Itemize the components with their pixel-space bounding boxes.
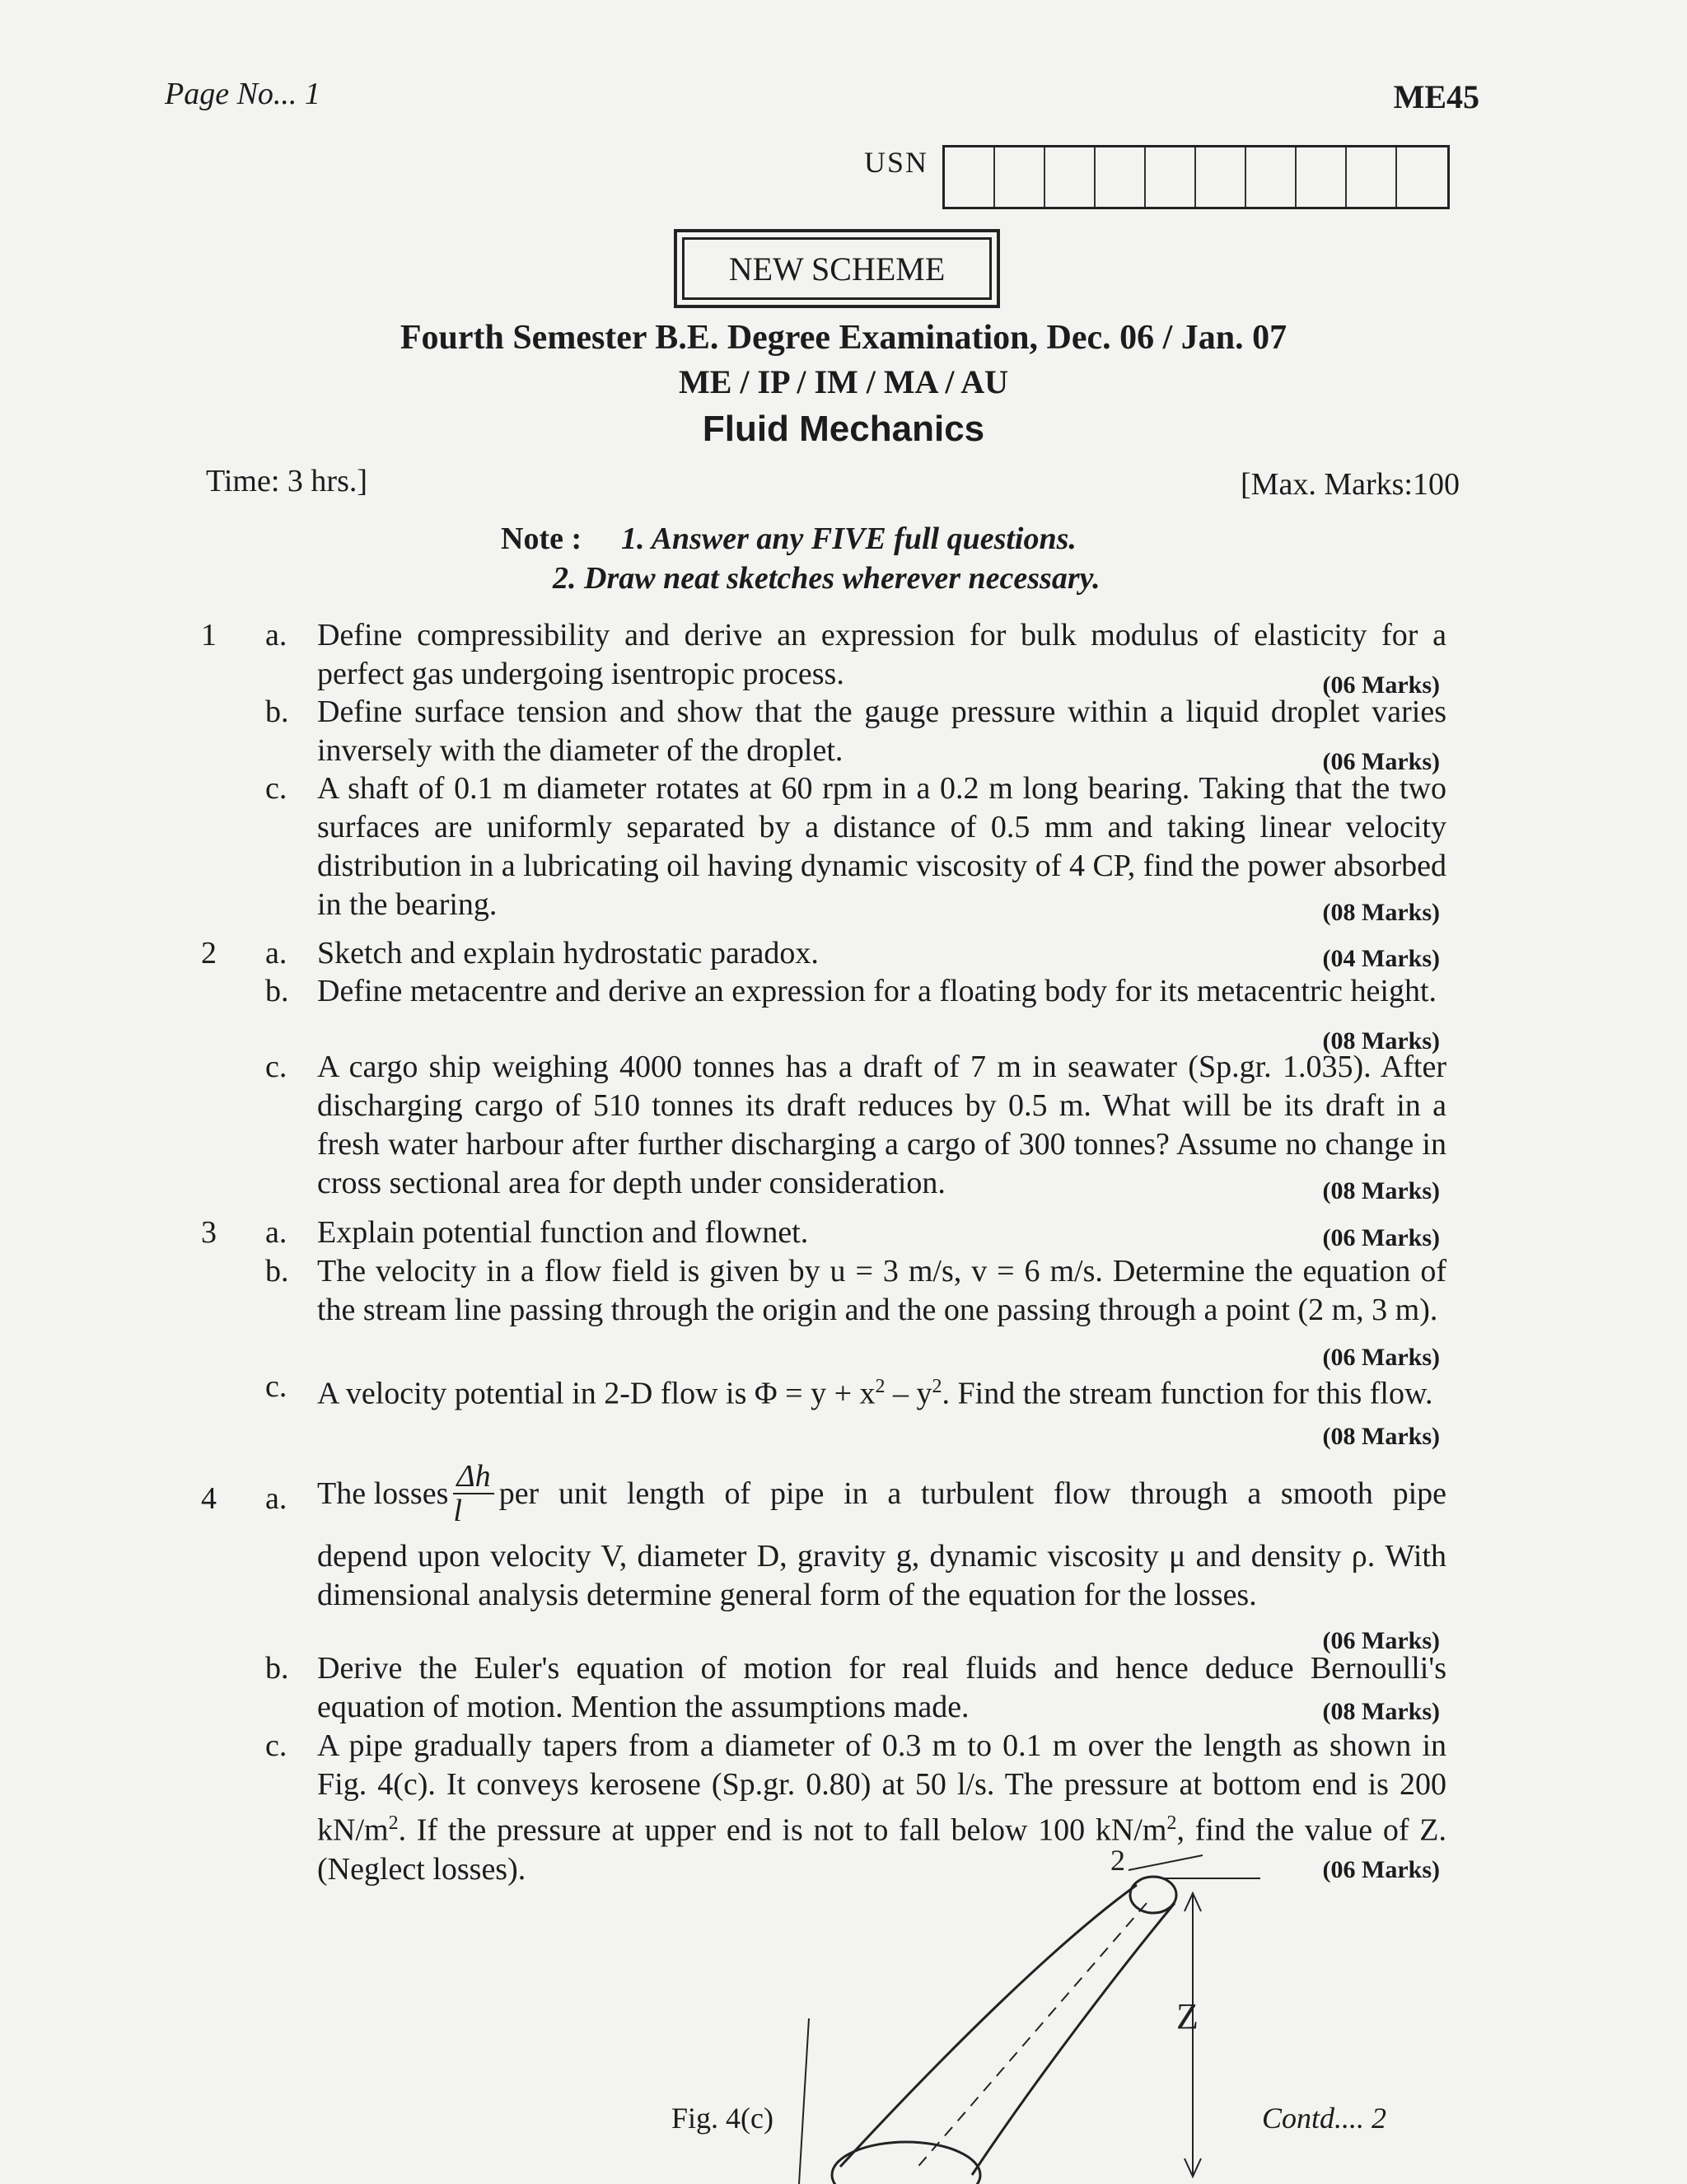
scheme-label: NEW SCHEME <box>682 237 992 300</box>
superscript: 2 <box>388 1812 399 1834</box>
part-letter: c. <box>265 771 287 806</box>
question-text: Define compressibility and derive an expression for bulk modulus of elasticity for a perfect gas undergoing isentropic process. <box>317 618 1446 691</box>
usn-cell <box>945 147 995 207</box>
question-text-post: , find the value of Z. (Neglect losses). <box>317 1812 1446 1887</box>
figure-dimension-label: Z <box>1176 1996 1199 2037</box>
part-letter: a. <box>265 1215 287 1250</box>
marks: (08 Marks) <box>1322 899 1440 926</box>
marks: (06 Marks) <box>1322 1344 1440 1371</box>
marks: (06 Marks) <box>1322 671 1440 699</box>
continued-label: Contd.... 2 <box>1262 2102 1387 2135</box>
usn-label: USN <box>864 146 929 179</box>
fraction-numerator: Δh <box>453 1460 493 1494</box>
figure-point-label: 2 <box>1110 1845 1125 1877</box>
subject-title: Fluid Mechanics <box>702 409 985 449</box>
part-letter: b. <box>265 1254 289 1288</box>
usn-grid <box>942 145 1450 209</box>
usn-cell <box>1146 147 1196 207</box>
part-letter: b. <box>265 974 289 1008</box>
pipe-top-end <box>1130 1877 1176 1913</box>
note-line-1: 1. Answer any FIVE full questions. <box>621 521 1077 556</box>
marks: (08 Marks) <box>1322 1027 1440 1055</box>
marks: (08 Marks) <box>1322 1423 1440 1450</box>
pointer-line <box>1129 1855 1203 1870</box>
branch-list: ME / IP / IM / MA / AU <box>679 363 1008 400</box>
scheme-box <box>674 229 1000 308</box>
question-number: 1 <box>201 618 217 652</box>
pipe-edge-left <box>840 1885 1137 2167</box>
time-allowed: Time: 3 hrs.] <box>206 464 368 498</box>
usn-cell <box>1297 147 1347 207</box>
usn-cell <box>1096 147 1146 207</box>
question-text: The velocity in a flow field is given by u = 3 m/s, v = 6 m/s. Determine the equation of the stream line passing through the origin and the one passing through a point (2 m, 3 m). <box>317 1254 1446 1327</box>
marks: (04 Marks) <box>1322 945 1440 972</box>
tapered-pipe-figure <box>774 1845 1285 2184</box>
marks: (06 Marks) <box>1322 748 1440 775</box>
question-text: Define surface tension and show that the gauge pressure within a liquid droplet varies inversely with the diameter of the droplet. <box>317 694 1446 768</box>
question-text-mid: – y <box>885 1376 932 1411</box>
exam-title: Fourth Semester B.E. Degree Examination, Dec. 06 / Jan. 07 <box>400 319 1287 357</box>
part-letter: b. <box>265 694 289 729</box>
fraction-denominator: l <box>453 1494 462 1528</box>
usn-cell <box>1246 147 1297 207</box>
question-number: 3 <box>201 1215 217 1250</box>
question-text-pre: A pipe gradually tapers from a diameter of 0.3 m to 0.1 m over the length as shown in Fig. 4(c). It conveys kerosene (Sp.gr. 0.80) at 50 l/s. The pressure at bottom end is 200 kN/m <box>317 1728 1446 1848</box>
question-text: A cargo ship weighing 4000 tonnes has a draft of 7 m in seawater (Sp.gr. 1.035). After discharging cargo of 510 tonnes its draft reduces by 0.5 m. What will be its draft in a fresh water harbour after further discharging a cargo of 300 tonnes? Assume no change in cross sectional area for depth under consideration. <box>317 1050 1446 1200</box>
marks: (06 Marks) <box>1322 1224 1440 1251</box>
question-number: 2 <box>201 936 217 970</box>
superscript: 2 <box>932 1376 942 1397</box>
note-line-2: 2. Draw neat sketches wherever necessary. <box>553 561 1101 596</box>
pipe-centre-line <box>914 1903 1147 2171</box>
question-text: Derive the Euler's equation of motion for real fluids and hence deduce Bernoulli's equation of motion. Mention the assumptions made. <box>317 1651 1446 1724</box>
part-letter: a. <box>265 936 287 970</box>
question-text: Explain potential function and flownet. <box>317 1215 809 1250</box>
question-text: Define metacentre and derive an expression for a floating body for its metacentric height. <box>317 974 1437 1008</box>
question-text-pre: A velocity potential in 2-D flow is Φ = y + x <box>317 1376 876 1411</box>
part-letter: c. <box>265 1728 287 1763</box>
question-text: depend upon velocity V, diameter D, gravity g, dynamic viscosity μ and density ρ. With dimensional analysis determine general form of the equation for the losses. <box>317 1539 1446 1612</box>
marks: (06 Marks) <box>1322 1856 1440 1883</box>
part-letter: a. <box>265 618 287 652</box>
figure-caption: Fig. 4(c) <box>671 2102 773 2135</box>
marks: (08 Marks) <box>1322 1698 1440 1725</box>
fraction <box>453 1460 493 1527</box>
note-label: Note : <box>501 521 582 556</box>
usn-cell <box>1045 147 1096 207</box>
pipe-bottom-end <box>832 2142 980 2184</box>
question-first-line <box>317 1460 1446 1527</box>
question-text <box>317 1368 1446 1414</box>
marks: (08 Marks) <box>1322 1177 1440 1204</box>
question-number: 4 <box>201 1481 217 1516</box>
page-number: Page No... 1 <box>165 77 320 111</box>
marks: (06 Marks) <box>1322 1627 1440 1654</box>
question-text-pre: The losses <box>317 1475 449 1511</box>
part-letter: b. <box>265 1651 289 1686</box>
part-letter: c. <box>265 1369 287 1404</box>
max-marks: [Max. Marks:100 <box>1241 467 1460 502</box>
usn-cell <box>995 147 1045 207</box>
part-letter: c. <box>265 1050 287 1084</box>
question-text: Sketch and explain hydrostatic paradox. <box>317 936 819 970</box>
question-text-mid: . If the pressure at upper end is not to fall below 100 kN/m <box>398 1812 1167 1848</box>
usn-cell <box>1196 147 1246 207</box>
part-letter: a. <box>265 1481 287 1516</box>
question-text-line1: per unit length of pipe in a turbulent flow through a smooth pipe <box>498 1475 1446 1511</box>
superscript: 2 <box>875 1376 886 1397</box>
question-text: A shaft of 0.1 m diameter rotates at 60 rpm in a 0.2 m long bearing. Taking that the two surfaces are uniformly separated by a distance of 0.5 mm and taking linear velocity distribution in a lubricating oil having dynamic viscosity of 4 CP, find the power absorbed in the bearing. <box>317 771 1446 922</box>
superscript: 2 <box>1166 1812 1177 1834</box>
usn-cell <box>1347 147 1397 207</box>
pipe-edge-right <box>972 1903 1175 2175</box>
question-text-post: . Find the stream function for this flow. <box>942 1376 1433 1411</box>
paper-code: ME45 <box>1393 78 1479 115</box>
reference-line <box>799 2018 809 2184</box>
usn-cell <box>1397 147 1447 207</box>
